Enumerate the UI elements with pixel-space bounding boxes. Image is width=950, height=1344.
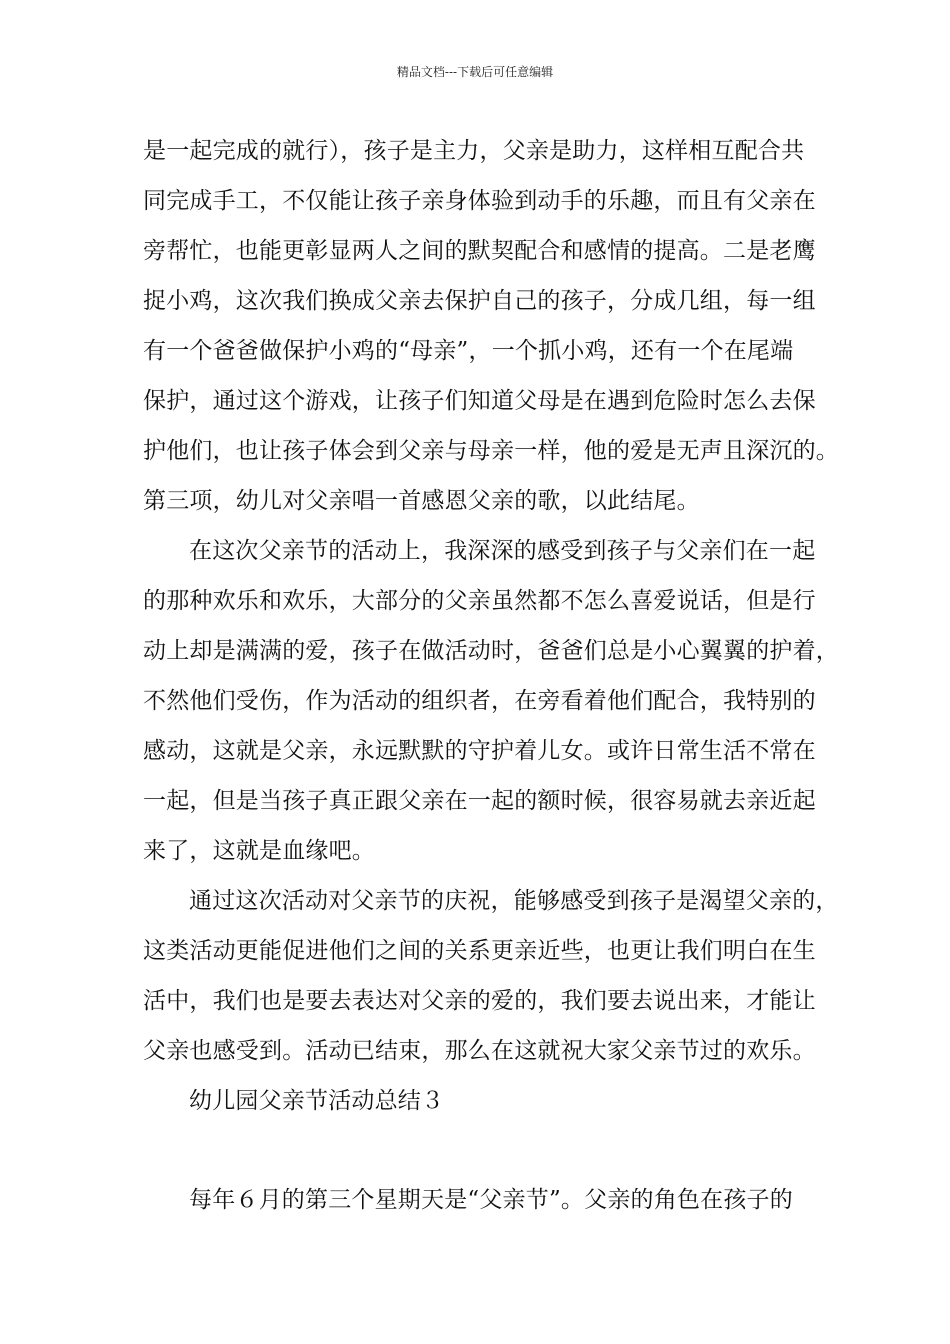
paragraph-line: 捉小鸡，这次我们换成父亲去保护自己的孩子，分成几组，每一组 xyxy=(143,288,816,314)
paragraph-line: 是一起完成的就行），孩子是主力，父亲是助力，这样相互配合共 xyxy=(143,138,805,164)
paragraph-line: 保护，通过这个游戏，让孩子们知道父母是在遇到危险时怎么去保 xyxy=(143,388,816,414)
paragraph-line: 的那种欢乐和欢乐，大部分的父亲虽然都不怎么喜爱说话，但是行 xyxy=(143,588,816,614)
paragraph-line: 有一个爸爸做保护小鸡的“母亲”，一个抓小鸡，还有一个在尾端 xyxy=(143,338,794,364)
paragraph-line: 旁帮忙，也能更彰显两人之间的默契配合和感情的提高。二是老鹰 xyxy=(143,238,816,264)
paragraph-line: 第三项，幼儿对父亲唱一首感恩父亲的歌，以此结尾。 xyxy=(143,488,700,514)
paragraph-line: 一起，但是当孩子真正跟父亲在一起的额时候，很容易就去亲近起 xyxy=(143,788,816,814)
paragraph-line: 活中，我们也是要去表达对父亲的爱的，我们要去说出来，才能让 xyxy=(143,988,816,1014)
section-title: 幼儿园父亲节活动总结３ xyxy=(189,1088,445,1114)
paragraph-line: 这类活动更能促进他们之间的关系更亲近些，也更让我们明白在生 xyxy=(143,938,816,964)
paragraph-line: 动上却是满满的爱，孩子在做活动时，爸爸们总是小心翼翼的护着， xyxy=(143,638,839,664)
paragraph-line: 每年６月的第三个星期天是“父亲节”。父亲的角色在孩子的 xyxy=(189,1187,793,1213)
paragraph-line: 通过这次活动对父亲节的庆祝，能够感受到孩子是渴望父亲的， xyxy=(189,888,839,914)
paragraph-line: 护他们，也让孩子体会到父亲与母亲一样，他的爱是无声且深沉的。 xyxy=(143,438,839,464)
page-header: 精品文档---下载后可任意编辑 xyxy=(396,65,554,79)
paragraph-line: 父亲也感受到。活动已结束，那么在这就祝大家父亲节过的欢乐。 xyxy=(143,1038,816,1064)
paragraph-line: 同完成手工，不仅能让孩子亲身体验到动手的乐趣，而且有父亲在 xyxy=(143,188,816,214)
paragraph-line: 在这次父亲节的活动上，我深深的感受到孩子与父亲们在一起 xyxy=(189,538,816,564)
paragraph-line: 感动，这就是父亲，永远默默的守护着儿女。或许日常生活不常在 xyxy=(143,738,816,764)
paragraph-line: 不然他们受伤，作为活动的组织者，在旁看着他们配合，我特别的 xyxy=(143,688,816,714)
paragraph-line: 来了，这就是血缘吧。 xyxy=(143,838,375,864)
